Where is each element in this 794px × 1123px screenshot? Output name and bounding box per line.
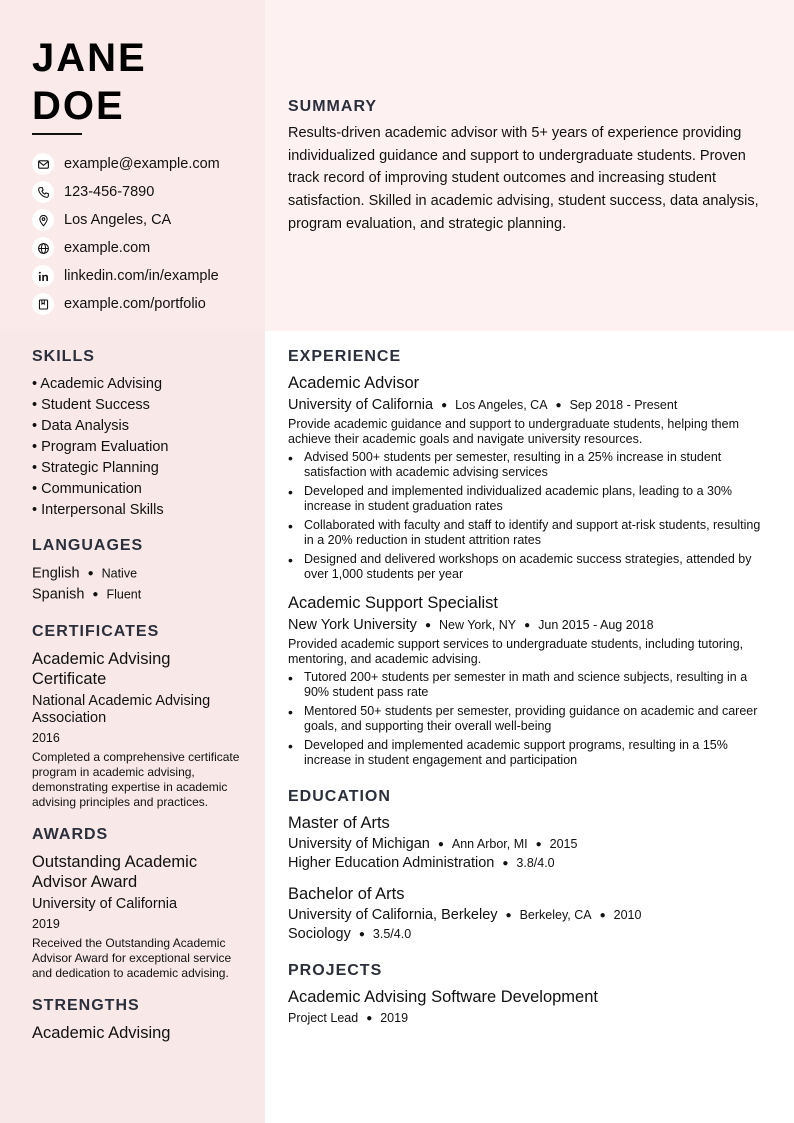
award-description: Received the Outstanding Academic Advisor Award for exceptional service and dedication to academic advising. [32, 936, 232, 980]
contact-portfolio-text: example.com/portfolio [64, 296, 206, 312]
project-year: 2019 [380, 1011, 409, 1025]
contact-website-text: example.com [64, 240, 151, 256]
language-item [32, 563, 242, 584]
separator-dot: ● [505, 909, 512, 921]
name-divider [32, 133, 82, 135]
awards-heading: AWARDS [32, 826, 109, 843]
contact-website[interactable] [32, 234, 220, 262]
job-meta [288, 397, 773, 413]
globe-icon [32, 237, 54, 259]
job-org: University of California [288, 397, 434, 413]
job-title: Academic Support Specialist [288, 594, 499, 612]
project-meta [288, 1010, 773, 1026]
strength-item: Academic Advising [32, 1024, 171, 1042]
job-bullet: • Mentored 50+ students per semester, providing guidance on academic and career goals, and supporting their overall well-being [288, 704, 773, 734]
skill-item: • Student Success [32, 397, 150, 413]
skill-item: • Program Evaluation [32, 439, 169, 455]
language-item [32, 584, 242, 605]
project-name: Academic Advising Software Development [288, 988, 598, 1006]
job-location: Los Angeles, CA [455, 398, 548, 412]
separator-dot: ● [502, 857, 509, 869]
contact-phone-text: 123-456-7890 [64, 184, 155, 200]
edu-school-row [288, 907, 773, 923]
separator-dot: ● [92, 589, 99, 600]
award-org: University of California [32, 896, 178, 912]
phone-icon [32, 181, 54, 203]
job-bullet: • Developed and implemented individualized academic plans, leading to a 30% increase in student graduation rates [288, 484, 773, 514]
linkedin-icon [32, 265, 54, 287]
separator-dot: ● [441, 399, 448, 411]
separator-dot: ● [87, 568, 94, 579]
edu-school: University of Michigan [288, 836, 430, 852]
edu-school-row [288, 836, 773, 852]
edu-school: University of California, Berkeley [288, 907, 498, 923]
edu-location: Berkeley, CA [519, 908, 592, 922]
sidebar [32, 348, 242, 1043]
job-title: Academic Advisor [288, 374, 420, 392]
education-entry [288, 814, 773, 871]
separator-dot: ● [535, 838, 542, 850]
skill-item: • Interpersonal Skills [32, 502, 164, 518]
job-description: Provide academic guidance and support to undergraduate students, helping them achieve their academic goals and navigate university resources. [288, 417, 739, 446]
skills-heading: SKILLS [32, 348, 95, 365]
edu-field: Sociology [288, 926, 351, 942]
job-bullet: • Designed and delivered workshops on academic success strategies, attended by over 1,000 students per year [288, 552, 773, 582]
certificates-heading: CERTIFICATES [32, 623, 160, 640]
language-name: English [32, 565, 80, 582]
separator-dot: ● [599, 909, 606, 921]
award-name: Outstanding Academic Advisor Award [32, 853, 198, 891]
edu-field: Higher Education Administration [288, 855, 495, 871]
education-heading: EDUCATION [288, 788, 391, 805]
skill-item: • Communication [32, 481, 142, 497]
contact-location [32, 206, 220, 234]
edu-year: 2010 [613, 908, 642, 922]
separator-dot: ● [424, 619, 431, 631]
certificate-description: Completed a comprehensive certificate program in academic advising, demonstrating expertise in academic advising principles and practices. [32, 750, 240, 809]
skill-item: • Strategic Planning [32, 460, 159, 476]
job-bullet: • Developed and implemented academic support programs, resulting in a 15% increase in student engagement and participation [288, 738, 773, 768]
candidate-name [32, 34, 147, 130]
certificate-year: 2016 [32, 731, 60, 745]
education-entry [288, 885, 773, 942]
skill-item: • Data Analysis [32, 418, 129, 434]
job-dates: Sep 2018 - Present [569, 398, 678, 412]
contact-email-text: example@example.com [64, 156, 220, 172]
edu-gpa: 3.5/4.0 [372, 927, 412, 941]
contact-phone[interactable] [32, 178, 220, 206]
job-bullets [288, 450, 773, 582]
edu-degree: Bachelor of Arts [288, 885, 405, 903]
job-entry [288, 594, 773, 768]
language-name: Spanish [32, 586, 85, 603]
job-bullets [288, 670, 773, 768]
contact-linkedin[interactable] [32, 262, 220, 290]
location-icon [32, 209, 54, 231]
main-column [288, 348, 773, 1026]
separator-dot: ● [437, 838, 444, 850]
summary-text: Results-driven academic advisor with 5+ years of experience providing individualized guidance and support to undergraduate students. Proven track record of improving student outcomes and increasing student satisfaction. Skilled in academic advising, student success, data analysis, program evaluation, and strategic planning. [288, 125, 759, 232]
job-location: New York, NY [438, 618, 517, 632]
last-name: DOE [32, 84, 125, 128]
edu-degree: Master of Arts [288, 814, 390, 832]
edu-year: 2015 [549, 837, 578, 851]
portfolio-icon [32, 293, 54, 315]
contact-location-text: Los Angeles, CA [64, 212, 172, 228]
job-bullet: • Tutored 200+ students per semester in math and science subjects, resulting in a 90% student pass rate [288, 670, 773, 700]
edu-field-row [288, 926, 773, 942]
skills-list [32, 374, 242, 521]
separator-dot: ● [366, 1012, 373, 1024]
award-year: 2019 [32, 917, 60, 931]
job-entry [288, 374, 773, 582]
contact-portfolio[interactable] [32, 290, 220, 318]
summary-section [288, 98, 773, 236]
skill-item: • Academic Advising [32, 376, 163, 392]
summary-heading: SUMMARY [288, 98, 378, 115]
separator-dot: ● [555, 399, 562, 411]
edu-gpa: 3.8/4.0 [516, 856, 555, 870]
certificate-org: National Academic Advising Association [32, 693, 211, 726]
job-meta [288, 617, 773, 633]
job-bullet: • Collaborated with faculty and staff to identify and support at-risk students, resulting in a 20% reduction in student attrition rates [288, 518, 773, 548]
job-description: Provided academic support services to undergraduate students, including tutoring, mentoring, and academic advising. [288, 637, 744, 666]
mail-icon [32, 153, 54, 175]
contact-list [32, 150, 220, 318]
edu-field-row [288, 855, 773, 871]
languages-heading: LANGUAGES [32, 537, 144, 554]
language-level: Native [101, 566, 138, 581]
edu-location: Ann Arbor, MI [451, 837, 528, 851]
separator-dot: ● [524, 619, 531, 631]
projects-heading: PROJECTS [288, 962, 383, 979]
job-bullet: • Advised 500+ students per semester, resulting in a 25% increase in student satisfaction with academic advising services [288, 450, 773, 480]
job-org: New York University [288, 617, 417, 633]
separator-dot: ● [358, 928, 365, 940]
contact-email[interactable] [32, 150, 220, 178]
first-name: JANE [32, 36, 147, 80]
project-role: Project Lead [288, 1011, 359, 1025]
contact-linkedin-text: linkedin.com/in/example [64, 268, 219, 284]
certificate-name: Academic Advising Certificate [32, 650, 171, 688]
languages-list [32, 563, 242, 605]
experience-heading: EXPERIENCE [288, 348, 402, 365]
strengths-heading: STRENGTHS [32, 997, 140, 1014]
job-dates: Jun 2015 - Aug 2018 [538, 618, 654, 632]
language-level: Fluent [106, 587, 142, 602]
